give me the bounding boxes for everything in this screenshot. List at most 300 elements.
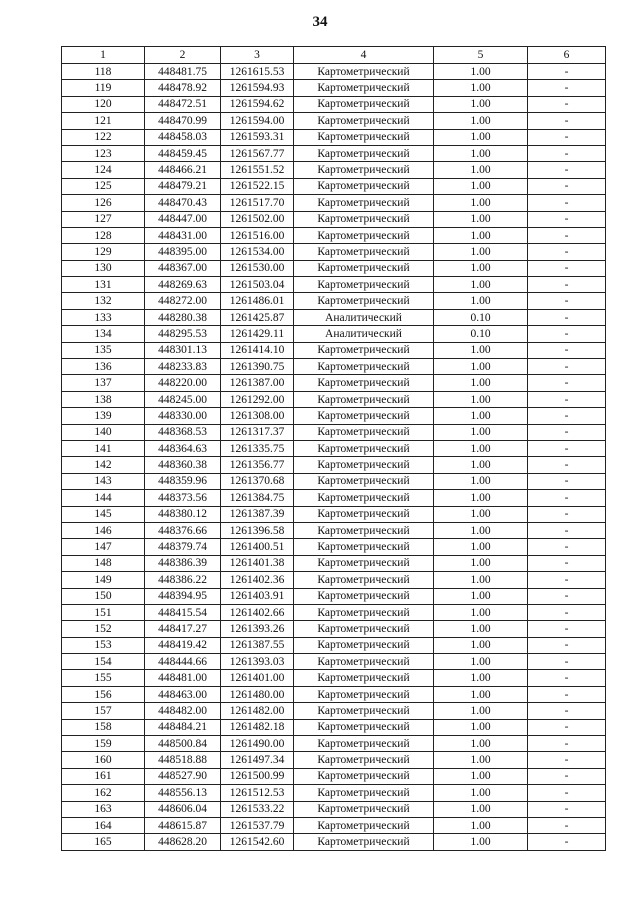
point-number-cell: 133 — [62, 309, 145, 325]
x-coordinate-cell: 448269.63 — [145, 277, 221, 293]
y-coordinate-cell: 1261497.34 — [221, 752, 294, 768]
accuracy-cell: 1.00 — [434, 621, 528, 637]
y-coordinate-cell: 1261335.75 — [221, 440, 294, 456]
description-cell: - — [528, 80, 606, 96]
table-row — [62, 801, 606, 817]
point-number-cell: 164 — [62, 817, 145, 833]
x-coordinate-cell: 448615.87 — [145, 817, 221, 833]
method-cell: Картометрический — [294, 637, 434, 653]
method-cell: Картометрический — [294, 572, 434, 588]
point-number-cell: 130 — [62, 260, 145, 276]
table-row — [62, 64, 606, 80]
description-cell: - — [528, 145, 606, 161]
description-cell: - — [528, 440, 606, 456]
column-header-3: 3 — [221, 47, 294, 64]
point-number-cell: 121 — [62, 113, 145, 129]
y-coordinate-cell: 1261425.87 — [221, 309, 294, 325]
accuracy-cell: 1.00 — [434, 555, 528, 571]
y-coordinate-cell: 1261530.00 — [221, 260, 294, 276]
accuracy-cell: 1.00 — [434, 195, 528, 211]
point-number-cell: 142 — [62, 457, 145, 473]
x-coordinate-cell: 448379.74 — [145, 539, 221, 555]
column-header-1: 1 — [62, 47, 145, 64]
table-row — [62, 457, 606, 473]
table-row — [62, 572, 606, 588]
accuracy-cell: 1.00 — [434, 178, 528, 194]
point-number-cell: 162 — [62, 785, 145, 801]
point-number-cell: 125 — [62, 178, 145, 194]
point-number-cell: 131 — [62, 277, 145, 293]
x-coordinate-cell: 448364.63 — [145, 440, 221, 456]
x-coordinate-cell: 448386.22 — [145, 572, 221, 588]
method-cell: Картометрический — [294, 457, 434, 473]
point-number-cell: 123 — [62, 145, 145, 161]
y-coordinate-cell: 1261356.77 — [221, 457, 294, 473]
table-row — [62, 80, 606, 96]
table-row — [62, 424, 606, 440]
point-number-cell: 134 — [62, 326, 145, 342]
table-row — [62, 440, 606, 456]
point-number-cell: 157 — [62, 703, 145, 719]
x-coordinate-cell: 448280.38 — [145, 309, 221, 325]
point-number-cell: 145 — [62, 506, 145, 522]
point-number-cell: 149 — [62, 572, 145, 588]
x-coordinate-cell: 448470.43 — [145, 195, 221, 211]
accuracy-cell: 1.00 — [434, 293, 528, 309]
x-coordinate-cell: 448500.84 — [145, 736, 221, 752]
description-cell: - — [528, 539, 606, 555]
method-cell: Аналитический — [294, 309, 434, 325]
method-cell: Картометрический — [294, 490, 434, 506]
y-coordinate-cell: 1261594.93 — [221, 80, 294, 96]
accuracy-cell: 1.00 — [434, 359, 528, 375]
method-cell: Картометрический — [294, 129, 434, 145]
description-cell: - — [528, 211, 606, 227]
y-coordinate-cell: 1261387.39 — [221, 506, 294, 522]
method-cell: Картометрический — [294, 473, 434, 489]
method-cell: Картометрический — [294, 522, 434, 538]
description-cell: - — [528, 162, 606, 178]
point-number-cell: 135 — [62, 342, 145, 358]
y-coordinate-cell: 1261486.01 — [221, 293, 294, 309]
method-cell: Картометрический — [294, 834, 434, 850]
description-cell: - — [528, 621, 606, 637]
description-cell: - — [528, 113, 606, 129]
method-cell: Картометрический — [294, 736, 434, 752]
x-coordinate-cell: 448359.96 — [145, 473, 221, 489]
description-cell: - — [528, 637, 606, 653]
column-header-5: 5 — [434, 47, 528, 64]
method-cell: Картометрический — [294, 670, 434, 686]
accuracy-cell: 1.00 — [434, 96, 528, 112]
x-coordinate-cell: 448415.54 — [145, 604, 221, 620]
accuracy-cell: 1.00 — [434, 440, 528, 456]
y-coordinate-cell: 1261593.31 — [221, 129, 294, 145]
description-cell: - — [528, 490, 606, 506]
accuracy-cell: 1.00 — [434, 604, 528, 620]
y-coordinate-cell: 1261401.38 — [221, 555, 294, 571]
table-row — [62, 637, 606, 653]
y-coordinate-cell: 1261615.53 — [221, 64, 294, 80]
method-cell: Картометрический — [294, 178, 434, 194]
table-row — [62, 375, 606, 391]
x-coordinate-cell: 448447.00 — [145, 211, 221, 227]
description-cell: - — [528, 522, 606, 538]
description-cell: - — [528, 736, 606, 752]
accuracy-cell: 1.00 — [434, 817, 528, 833]
method-cell: Картометрический — [294, 621, 434, 637]
y-coordinate-cell: 1261482.18 — [221, 719, 294, 735]
x-coordinate-cell: 448417.27 — [145, 621, 221, 637]
method-cell: Картометрический — [294, 686, 434, 702]
accuracy-cell: 1.00 — [434, 244, 528, 260]
accuracy-cell: 1.00 — [434, 211, 528, 227]
y-coordinate-cell: 1261429.11 — [221, 326, 294, 342]
accuracy-cell: 1.00 — [434, 719, 528, 735]
accuracy-cell: 1.00 — [434, 342, 528, 358]
description-cell: - — [528, 719, 606, 735]
x-coordinate-cell: 448394.95 — [145, 588, 221, 604]
table-row — [62, 736, 606, 752]
method-cell: Картометрический — [294, 604, 434, 620]
description-cell: - — [528, 588, 606, 604]
accuracy-cell: 1.00 — [434, 654, 528, 670]
y-coordinate-cell: 1261502.00 — [221, 211, 294, 227]
y-coordinate-cell: 1261512.53 — [221, 785, 294, 801]
method-cell: Картометрический — [294, 244, 434, 260]
point-number-cell: 160 — [62, 752, 145, 768]
point-number-cell: 151 — [62, 604, 145, 620]
accuracy-cell: 1.00 — [434, 260, 528, 276]
x-coordinate-cell: 448367.00 — [145, 260, 221, 276]
table-row — [62, 309, 606, 325]
description-cell: - — [528, 260, 606, 276]
method-cell: Картометрический — [294, 260, 434, 276]
accuracy-cell: 1.00 — [434, 113, 528, 129]
x-coordinate-cell: 448444.66 — [145, 654, 221, 670]
method-cell: Картометрический — [294, 768, 434, 784]
header-row — [62, 47, 606, 64]
description-cell: - — [528, 670, 606, 686]
x-coordinate-cell: 448606.04 — [145, 801, 221, 817]
y-coordinate-cell: 1261482.00 — [221, 703, 294, 719]
point-number-cell: 159 — [62, 736, 145, 752]
x-coordinate-cell: 448481.00 — [145, 670, 221, 686]
point-number-cell: 163 — [62, 801, 145, 817]
method-cell: Картометрический — [294, 64, 434, 80]
point-number-cell: 165 — [62, 834, 145, 850]
description-cell: - — [528, 785, 606, 801]
table-row — [62, 145, 606, 161]
x-coordinate-cell: 448330.00 — [145, 408, 221, 424]
y-coordinate-cell: 1261516.00 — [221, 227, 294, 243]
method-cell: Картометрический — [294, 227, 434, 243]
point-number-cell: 153 — [62, 637, 145, 653]
method-cell: Картометрический — [294, 703, 434, 719]
table-row — [62, 293, 606, 309]
point-number-cell: 146 — [62, 522, 145, 538]
method-cell: Картометрический — [294, 506, 434, 522]
description-cell: - — [528, 96, 606, 112]
description-cell: - — [528, 817, 606, 833]
y-coordinate-cell: 1261400.51 — [221, 539, 294, 555]
point-number-cell: 122 — [62, 129, 145, 145]
accuracy-cell: 1.00 — [434, 408, 528, 424]
x-coordinate-cell: 448360.38 — [145, 457, 221, 473]
method-cell: Картометрический — [294, 752, 434, 768]
table-row — [62, 703, 606, 719]
x-coordinate-cell: 448527.90 — [145, 768, 221, 784]
point-number-cell: 147 — [62, 539, 145, 555]
table-row — [62, 621, 606, 637]
table-row — [62, 473, 606, 489]
table-row — [62, 768, 606, 784]
method-cell: Аналитический — [294, 326, 434, 342]
table-row — [62, 604, 606, 620]
y-coordinate-cell: 1261542.60 — [221, 834, 294, 850]
description-cell: - — [528, 686, 606, 702]
point-number-cell: 139 — [62, 408, 145, 424]
y-coordinate-cell: 1261387.55 — [221, 637, 294, 653]
description-cell: - — [528, 801, 606, 817]
table-body — [62, 64, 606, 851]
description-cell: - — [528, 195, 606, 211]
x-coordinate-cell: 448472.51 — [145, 96, 221, 112]
x-coordinate-cell: 448431.00 — [145, 227, 221, 243]
method-cell: Картометрический — [294, 555, 434, 571]
description-cell: - — [528, 326, 606, 342]
table-row — [62, 391, 606, 407]
x-coordinate-cell: 448518.88 — [145, 752, 221, 768]
x-coordinate-cell: 448395.00 — [145, 244, 221, 260]
method-cell: Картометрический — [294, 342, 434, 358]
description-cell: - — [528, 555, 606, 571]
point-number-cell: 154 — [62, 654, 145, 670]
accuracy-cell: 1.00 — [434, 424, 528, 440]
method-cell: Картометрический — [294, 588, 434, 604]
y-coordinate-cell: 1261390.75 — [221, 359, 294, 375]
x-coordinate-cell: 448376.66 — [145, 522, 221, 538]
y-coordinate-cell: 1261522.15 — [221, 178, 294, 194]
x-coordinate-cell: 448233.83 — [145, 359, 221, 375]
description-cell: - — [528, 604, 606, 620]
method-cell: Картометрический — [294, 211, 434, 227]
x-coordinate-cell: 448470.99 — [145, 113, 221, 129]
accuracy-cell: 1.00 — [434, 752, 528, 768]
description-cell: - — [528, 768, 606, 784]
table-row — [62, 96, 606, 112]
point-number-cell: 140 — [62, 424, 145, 440]
point-number-cell: 138 — [62, 391, 145, 407]
accuracy-cell: 1.00 — [434, 375, 528, 391]
accuracy-cell: 1.00 — [434, 539, 528, 555]
y-coordinate-cell: 1261480.00 — [221, 686, 294, 702]
y-coordinate-cell: 1261533.22 — [221, 801, 294, 817]
x-coordinate-cell: 448368.53 — [145, 424, 221, 440]
coordinates-table — [61, 46, 606, 851]
accuracy-cell: 1.00 — [434, 834, 528, 850]
y-coordinate-cell: 1261393.03 — [221, 654, 294, 670]
y-coordinate-cell: 1261393.26 — [221, 621, 294, 637]
description-cell: - — [528, 293, 606, 309]
table-row — [62, 326, 606, 342]
point-number-cell: 132 — [62, 293, 145, 309]
table-row — [62, 834, 606, 850]
x-coordinate-cell: 448373.56 — [145, 490, 221, 506]
method-cell: Картометрический — [294, 817, 434, 833]
point-number-cell: 118 — [62, 64, 145, 80]
table-row — [62, 195, 606, 211]
x-coordinate-cell: 448628.20 — [145, 834, 221, 850]
accuracy-cell: 1.00 — [434, 637, 528, 653]
y-coordinate-cell: 1261387.00 — [221, 375, 294, 391]
point-number-cell: 127 — [62, 211, 145, 227]
accuracy-cell: 0.10 — [434, 309, 528, 325]
description-cell: - — [528, 359, 606, 375]
y-coordinate-cell: 1261401.00 — [221, 670, 294, 686]
y-coordinate-cell: 1261308.00 — [221, 408, 294, 424]
table-row — [62, 539, 606, 555]
accuracy-cell: 1.00 — [434, 522, 528, 538]
method-cell: Картометрический — [294, 145, 434, 161]
y-coordinate-cell: 1261503.04 — [221, 277, 294, 293]
description-cell: - — [528, 834, 606, 850]
table-row — [62, 654, 606, 670]
description-cell: - — [528, 506, 606, 522]
point-number-cell: 124 — [62, 162, 145, 178]
table-row — [62, 588, 606, 604]
point-number-cell: 152 — [62, 621, 145, 637]
description-cell: - — [528, 277, 606, 293]
x-coordinate-cell: 448466.21 — [145, 162, 221, 178]
point-number-cell: 137 — [62, 375, 145, 391]
point-number-cell: 158 — [62, 719, 145, 735]
accuracy-cell: 1.00 — [434, 64, 528, 80]
table-header — [62, 47, 606, 64]
point-number-cell: 136 — [62, 359, 145, 375]
description-cell: - — [528, 64, 606, 80]
description-cell: - — [528, 408, 606, 424]
description-cell: - — [528, 178, 606, 194]
table-row — [62, 342, 606, 358]
method-cell: Картометрический — [294, 408, 434, 424]
table-row — [62, 129, 606, 145]
description-cell: - — [528, 342, 606, 358]
method-cell: Картометрический — [294, 375, 434, 391]
table-row — [62, 211, 606, 227]
method-cell: Картометрический — [294, 785, 434, 801]
description-cell: - — [528, 424, 606, 440]
description-cell: - — [528, 391, 606, 407]
x-coordinate-cell: 448380.12 — [145, 506, 221, 522]
x-coordinate-cell: 448478.92 — [145, 80, 221, 96]
table-row — [62, 490, 606, 506]
table-row — [62, 162, 606, 178]
point-number-cell: 141 — [62, 440, 145, 456]
method-cell: Картометрический — [294, 391, 434, 407]
table-row — [62, 408, 606, 424]
point-number-cell: 150 — [62, 588, 145, 604]
y-coordinate-cell: 1261534.00 — [221, 244, 294, 260]
method-cell: Картометрический — [294, 539, 434, 555]
method-cell: Картометрический — [294, 162, 434, 178]
y-coordinate-cell: 1261384.75 — [221, 490, 294, 506]
accuracy-cell: 1.00 — [434, 145, 528, 161]
table-row — [62, 113, 606, 129]
accuracy-cell: 1.00 — [434, 490, 528, 506]
point-number-cell: 129 — [62, 244, 145, 260]
method-cell: Картометрический — [294, 440, 434, 456]
y-coordinate-cell: 1261537.79 — [221, 817, 294, 833]
description-cell: - — [528, 473, 606, 489]
method-cell: Картометрический — [294, 80, 434, 96]
method-cell: Картометрический — [294, 654, 434, 670]
method-cell: Картометрический — [294, 277, 434, 293]
x-coordinate-cell: 448463.00 — [145, 686, 221, 702]
description-cell: - — [528, 572, 606, 588]
x-coordinate-cell: 448301.13 — [145, 342, 221, 358]
y-coordinate-cell: 1261317.37 — [221, 424, 294, 440]
y-coordinate-cell: 1261594.00 — [221, 113, 294, 129]
method-cell: Картометрический — [294, 801, 434, 817]
accuracy-cell: 1.00 — [434, 801, 528, 817]
point-number-cell: 119 — [62, 80, 145, 96]
accuracy-cell: 1.00 — [434, 473, 528, 489]
table-row — [62, 670, 606, 686]
y-coordinate-cell: 1261414.10 — [221, 342, 294, 358]
point-number-cell: 156 — [62, 686, 145, 702]
accuracy-cell: 1.00 — [434, 277, 528, 293]
table-row — [62, 719, 606, 735]
point-number-cell: 144 — [62, 490, 145, 506]
x-coordinate-cell: 448245.00 — [145, 391, 221, 407]
y-coordinate-cell: 1261500.99 — [221, 768, 294, 784]
y-coordinate-cell: 1261396.58 — [221, 522, 294, 538]
point-number-cell: 161 — [62, 768, 145, 784]
x-coordinate-cell: 448272.00 — [145, 293, 221, 309]
page-number: 34 — [312, 14, 328, 30]
y-coordinate-cell: 1261490.00 — [221, 736, 294, 752]
column-header-6: 6 — [528, 47, 606, 64]
y-coordinate-cell: 1261517.70 — [221, 195, 294, 211]
y-coordinate-cell: 1261292.00 — [221, 391, 294, 407]
description-cell: - — [528, 129, 606, 145]
x-coordinate-cell: 448295.53 — [145, 326, 221, 342]
description-cell: - — [528, 227, 606, 243]
table-row — [62, 506, 606, 522]
point-number-cell: 143 — [62, 473, 145, 489]
method-cell: Картометрический — [294, 293, 434, 309]
accuracy-cell: 1.00 — [434, 227, 528, 243]
accuracy-cell: 1.00 — [434, 457, 528, 473]
x-coordinate-cell: 448386.39 — [145, 555, 221, 571]
accuracy-cell: 1.00 — [434, 162, 528, 178]
point-number-cell: 128 — [62, 227, 145, 243]
table-row — [62, 277, 606, 293]
table-row — [62, 178, 606, 194]
accuracy-cell: 1.00 — [434, 391, 528, 407]
x-coordinate-cell: 448481.75 — [145, 64, 221, 80]
y-coordinate-cell: 1261402.36 — [221, 572, 294, 588]
description-cell: - — [528, 375, 606, 391]
description-cell: - — [528, 244, 606, 260]
description-cell: - — [528, 703, 606, 719]
accuracy-cell: 1.00 — [434, 785, 528, 801]
method-cell: Картометрический — [294, 195, 434, 211]
accuracy-cell: 1.00 — [434, 129, 528, 145]
table-row — [62, 817, 606, 833]
accuracy-cell: 1.00 — [434, 572, 528, 588]
